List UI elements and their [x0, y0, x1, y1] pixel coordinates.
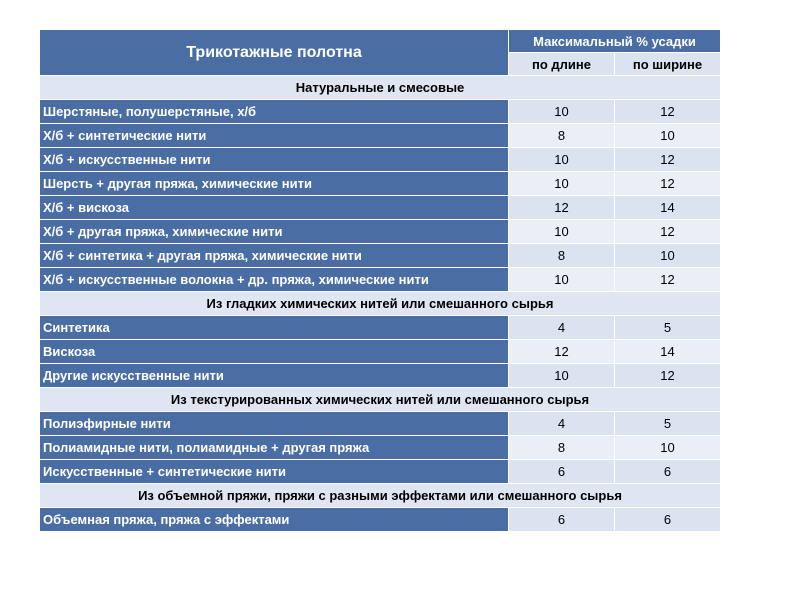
shrink-length-cell: 8 — [509, 124, 615, 148]
shrink-length-cell: 12 — [509, 196, 615, 220]
table-row — [40, 508, 721, 532]
shrink-width-cell: 12 — [615, 364, 721, 388]
fabric-name-cell: Объемная пряжа, пряжа с эффектами — [40, 508, 509, 532]
shrink-width-cell: 12 — [615, 268, 721, 292]
max-shrinkage-header: Максимальный % усадки — [509, 30, 721, 53]
fabric-name-cell: Х/б + синтетика + другая пряжа, химические нити — [40, 244, 509, 268]
section-row — [40, 292, 721, 316]
table-row — [40, 436, 721, 460]
shrink-width-cell: 12 — [615, 172, 721, 196]
fabric-name-cell: Искусственные + синтетические нити — [40, 460, 509, 484]
shrink-width-cell: 14 — [615, 196, 721, 220]
section-row — [40, 76, 721, 100]
fabric-name-cell: Шерстяные, полушерстяные, х/б — [40, 100, 509, 124]
shrink-length-cell: 10 — [509, 268, 615, 292]
fabric-name-cell: Х/б + другая пряжа, химические нити — [40, 220, 509, 244]
table-row — [40, 172, 721, 196]
table-row — [40, 268, 721, 292]
shrink-width-cell: 12 — [615, 148, 721, 172]
shrink-length-cell: 4 — [509, 412, 615, 436]
column-header-length: по длине — [509, 53, 615, 76]
fabric-name-cell: Х/б + синтетические нити — [40, 124, 509, 148]
section-row — [40, 388, 721, 412]
shrink-width-cell: 5 — [615, 412, 721, 436]
section-title: Из объемной пряжи, пряжи с разными эффектами или смешанного сырья — [40, 484, 721, 508]
shrink-length-cell: 4 — [509, 316, 615, 340]
shrink-length-cell: 6 — [509, 508, 615, 532]
table-row — [40, 220, 721, 244]
shrink-length-cell: 12 — [509, 340, 615, 364]
shrink-width-cell: 12 — [615, 100, 721, 124]
header-row — [40, 30, 721, 53]
table-row — [40, 124, 721, 148]
shrink-length-cell: 8 — [509, 244, 615, 268]
shrink-length-cell: 10 — [509, 364, 615, 388]
fabric-name-cell: Х/б + искусственные нити — [40, 148, 509, 172]
fabric-name-cell: Синтетика — [40, 316, 509, 340]
fabric-name-cell: Полиэфирные нити — [40, 412, 509, 436]
shrink-width-cell: 14 — [615, 340, 721, 364]
shrink-width-cell: 10 — [615, 244, 721, 268]
section-row — [40, 484, 721, 508]
fabric-name-cell: Полиамидные нити, полиамидные + другая пряжа — [40, 436, 509, 460]
shrink-length-cell: 8 — [509, 436, 615, 460]
fabric-name-cell: Другие искусственные нити — [40, 364, 509, 388]
table-row — [40, 244, 721, 268]
column-header-width: по ширине — [615, 53, 721, 76]
table-row — [40, 460, 721, 484]
shrink-width-cell: 10 — [615, 124, 721, 148]
table-title: Трикотажные полотна — [40, 30, 509, 76]
shrink-width-cell: 10 — [615, 436, 721, 460]
table-row — [40, 364, 721, 388]
fabric-name-cell: Вискоза — [40, 340, 509, 364]
table-row — [40, 412, 721, 436]
shrink-width-cell: 6 — [615, 460, 721, 484]
fabric-name-cell: Х/б + вискоза — [40, 196, 509, 220]
table-body — [40, 30, 721, 532]
section-title: Из текстурированных химических нитей или смешанного сырья — [40, 388, 721, 412]
table-row — [40, 316, 721, 340]
table-row — [40, 148, 721, 172]
section-title: Из гладких химических нитей или смешанного сырья — [40, 292, 721, 316]
table-row — [40, 196, 721, 220]
table-row — [40, 340, 721, 364]
table-row — [40, 100, 721, 124]
shrink-width-cell: 5 — [615, 316, 721, 340]
section-title: Натуральные и смесовые — [40, 76, 721, 100]
shrink-length-cell: 6 — [509, 460, 615, 484]
shrink-length-cell: 10 — [509, 172, 615, 196]
shrink-length-cell: 10 — [509, 148, 615, 172]
shrink-length-cell: 10 — [509, 100, 615, 124]
shrink-length-cell: 10 — [509, 220, 615, 244]
shrink-width-cell: 6 — [615, 508, 721, 532]
fabric-name-cell: Шерсть + другая пряжа, химические нити — [40, 172, 509, 196]
shrinkage-table — [39, 29, 721, 532]
fabric-name-cell: Х/б + искусственные волокна + др. пряжа, химические нити — [40, 268, 509, 292]
shrink-width-cell: 12 — [615, 220, 721, 244]
